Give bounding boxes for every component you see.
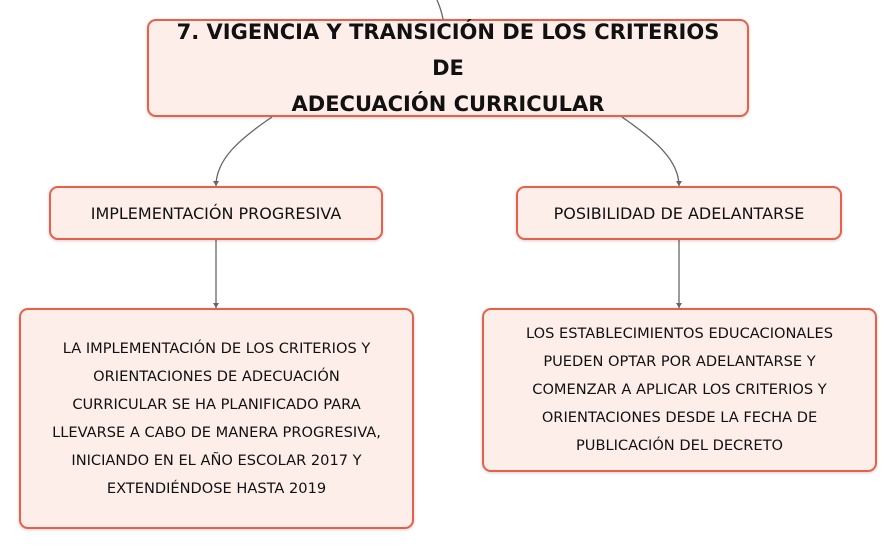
detail-line: EXTENDIÉNDOSE HASTA 2019 (106, 479, 327, 497)
root-topic-node[interactable] (147, 19, 749, 117)
detail-line: COMENZAR A APLICAR LOS CRITERIOS Y (532, 381, 827, 398)
root-topic-line-1: 7. VIGENCIA Y TRANSICIÓN DE LOS CRITERIOS DE (176, 20, 720, 80)
detail-line: ORIENTACIONES DESDE LA FECHA DE (541, 409, 818, 426)
detail-line: LLEVARSE A CABO DE MANERA PROGRESIVA, (52, 423, 381, 441)
branch-node-implementacion-progresiva[interactable] (49, 186, 383, 240)
detail-line: LOS ESTABLECIMIENTOS EDUCACIONALES (526, 325, 833, 342)
detail-line: CURRICULAR SE HA PLANIFICADO PARA (72, 395, 361, 413)
detail-node-posibilidad-adelantarse[interactable] (482, 308, 877, 472)
branch-label: POSIBILIDAD DE ADELANTARSE (553, 203, 805, 223)
root-topic-line-2: ADECUACIÓN CURRICULAR (291, 92, 605, 116)
detail-line: INICIANDO EN EL AÑO ESCOLAR 2017 Y (71, 451, 362, 469)
branch-label: IMPLEMENTACIÓN PROGRESIVA (90, 203, 342, 223)
connector-root-to-implementacion (216, 117, 272, 186)
root-topic-text (167, 14, 729, 122)
detail-node-implementacion-progresiva[interactable] (19, 308, 414, 529)
connector-root-to-adelantarse (622, 117, 679, 186)
detail-line: ORIENTACIONES DE ADECUACIÓN (93, 367, 340, 385)
detail-line: LA IMPLEMENTACIÓN DE LOS CRITERIOS Y (62, 339, 371, 357)
detail-text (526, 320, 833, 460)
detail-line: PUBLICACIÓN DEL DECRETO (575, 437, 784, 454)
detail-text (52, 335, 381, 503)
branch-node-posibilidad-adelantarse[interactable] (516, 186, 842, 240)
detail-line: PUEDEN OPTAR POR ADELANTARSE Y (543, 353, 816, 370)
